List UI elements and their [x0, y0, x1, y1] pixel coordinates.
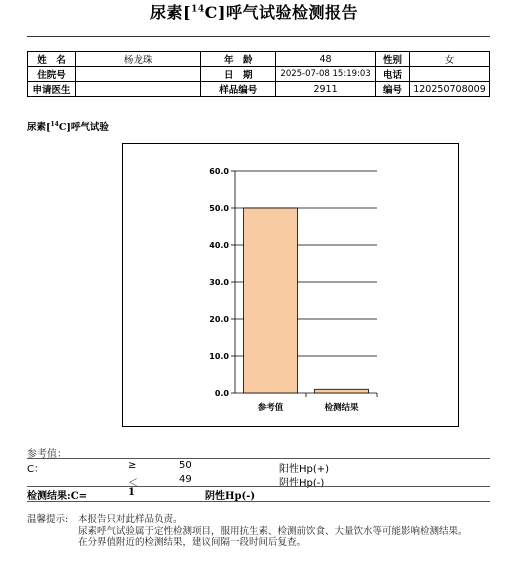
y-tick-label: 0.0 — [214, 389, 229, 398]
phone-value — [409, 67, 489, 82]
section-title-sup: 14 — [50, 120, 59, 128]
report-title — [0, 0, 508, 23]
result-value: 1 — [128, 487, 135, 498]
name-value: 杨龙珠 — [75, 52, 200, 67]
date-value: 2025-07-08 15:19:03 — [276, 67, 376, 82]
inpatient-label: 住院号 — [28, 67, 76, 82]
reference-meaning: 阴性Hp(-) — [279, 478, 325, 489]
number-label: 编号 — [376, 82, 410, 97]
reference-divider — [27, 458, 490, 459]
y-tick-label: 40.0 — [209, 241, 229, 250]
result-meaning: 阴性Hp(-) — [205, 491, 256, 502]
sample-label: 样品编号 — [201, 82, 276, 97]
section-title — [27, 119, 109, 133]
section-title-post: C]呼气试验 — [58, 122, 109, 133]
y-tick-label: 10.0 — [209, 352, 229, 361]
sex-value: 女 — [409, 52, 489, 67]
reference-row — [27, 460, 490, 473]
age-label: 年 龄 — [201, 52, 276, 67]
notes-line: 在分界值附近的检测结果，建议间隔一段时间后复查。 — [78, 537, 307, 548]
x-tick-label: 检测结果 — [324, 403, 359, 413]
doctor-label: 申请医生 — [28, 82, 76, 97]
y-tick-label: 30.0 — [209, 278, 229, 287]
sex-label: 性别 — [376, 52, 410, 67]
bar-chart — [123, 144, 458, 426]
patient-info-table — [27, 51, 490, 97]
result-divider-bottom — [27, 501, 490, 502]
sample-value: 2911 — [276, 82, 376, 97]
name-label: 姓 名 — [28, 52, 76, 67]
reference-meaning: 阳性Hp(+) — [279, 464, 330, 475]
report-title-sup: 14 — [191, 4, 205, 15]
bar-reference — [244, 208, 298, 393]
y-tick-label: 20.0 — [209, 315, 229, 324]
inpatient-value — [75, 67, 200, 82]
y-tick-label: 50.0 — [209, 204, 229, 213]
reference-label: C： — [27, 464, 44, 475]
doctor-value — [75, 82, 200, 97]
phone-label: 电话 — [376, 67, 410, 82]
reference-operator: ≥ — [128, 460, 137, 471]
date-label: 日 期 — [201, 67, 276, 82]
reference-operator: ＜ — [128, 478, 138, 489]
title-divider — [27, 36, 490, 37]
info-row — [28, 67, 490, 82]
report-title-post: C]呼气试验检测报告 — [204, 3, 358, 22]
x-tick-label: 参考值 — [257, 403, 284, 413]
chart-frame — [122, 143, 459, 427]
info-row — [28, 52, 490, 67]
section-title-pre: 尿素[ — [27, 122, 51, 133]
number-value: 120250708009 — [409, 82, 489, 97]
reference-header: 参考值： — [27, 449, 67, 460]
reference-value: 50 — [179, 460, 192, 471]
notes-body — [78, 514, 490, 549]
notes-label: 温馨提示: — [27, 514, 69, 525]
y-tick-label: 60.0 — [209, 167, 229, 176]
notes-line: 本报告只对此样品负责。 — [78, 514, 183, 525]
bar-result — [315, 389, 369, 393]
info-row — [28, 82, 490, 97]
result-row — [27, 487, 490, 500]
age-value: 48 — [276, 52, 376, 67]
notes-line: 尿素呼气试验属于定性检测项目，服用抗生素、检测前饮食、大量饮水等可能影响检测结果。 — [78, 525, 468, 537]
result-label: 检测结果:C= — [27, 491, 88, 502]
reference-value: 49 — [179, 474, 192, 485]
report-title-pre: 尿素[ — [150, 3, 192, 22]
